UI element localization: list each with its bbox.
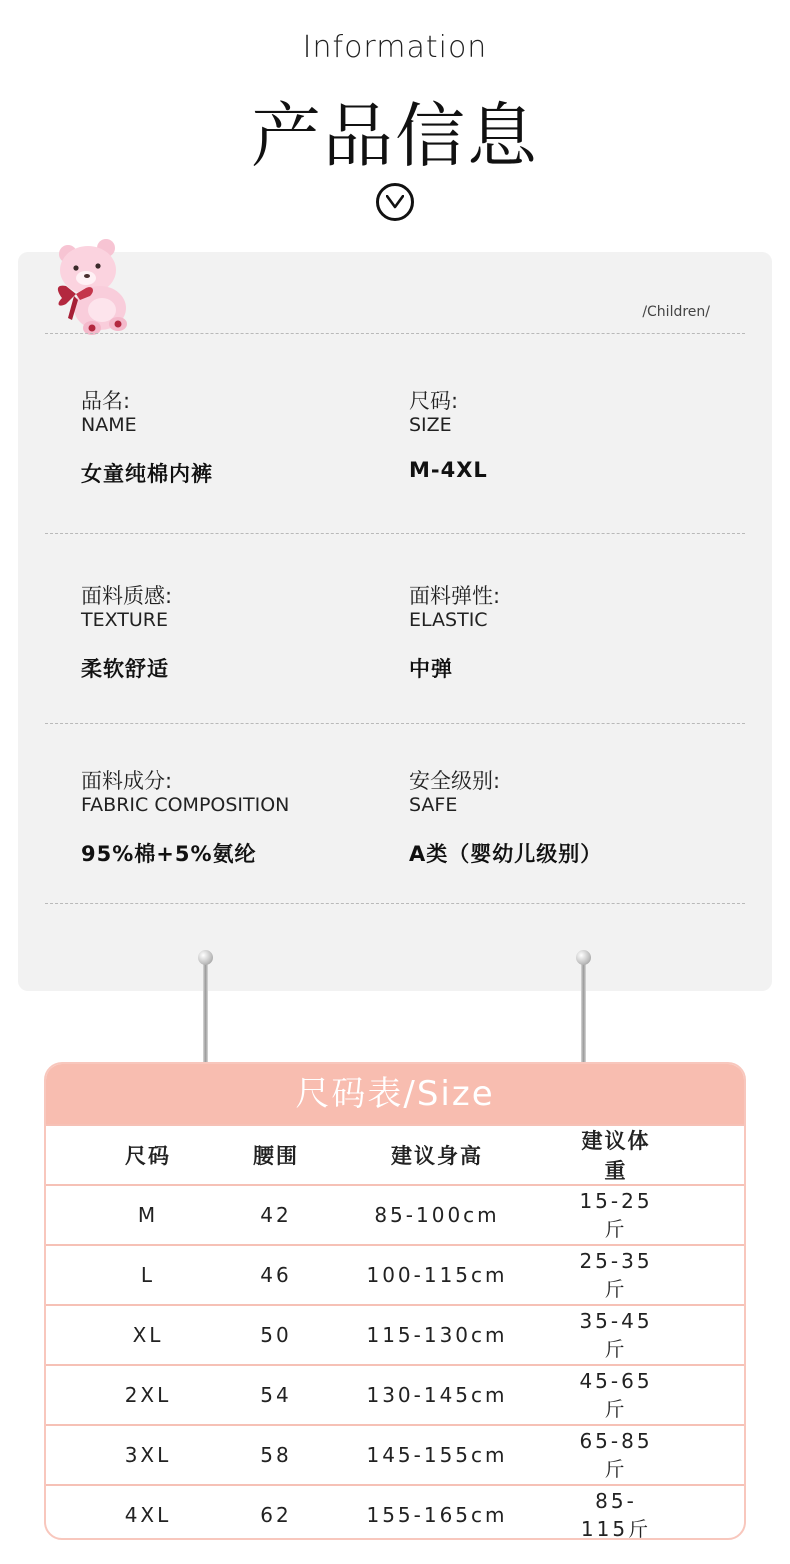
field-value: M-4XL: [409, 458, 488, 482]
product-info-card: [18, 252, 772, 991]
table-cell: 155-165cm: [366, 1503, 508, 1527]
table-row: [46, 1424, 744, 1484]
table-cell: 35-45斤: [579, 1308, 653, 1361]
field-label-cn: 面料质感:: [81, 584, 173, 608]
divider: [45, 903, 745, 904]
table-cell: 85-100cm: [374, 1203, 500, 1227]
size-chart: [44, 1062, 746, 1540]
field-label-cn: 面料成分:: [81, 769, 173, 793]
field-value: 95%棉+5%氨纶: [81, 842, 257, 866]
table-cell: 2XL: [124, 1383, 172, 1407]
table-row: [46, 1184, 744, 1244]
table-row: [46, 1244, 744, 1304]
table-cell: 3XL: [124, 1443, 172, 1467]
field-label-en: SAFE: [409, 794, 458, 816]
field-name: [81, 388, 213, 488]
table-cell: 100-115cm: [366, 1263, 508, 1287]
field-composition: [81, 768, 289, 868]
table-header-row: [46, 1124, 744, 1184]
field-value: 女童纯棉内裤: [81, 462, 213, 486]
field-value: A类（婴幼儿级别）: [409, 842, 603, 866]
table-cell: 15-25斤: [579, 1188, 653, 1241]
field-value: 中弹: [409, 657, 453, 681]
table-cell: 50: [260, 1323, 292, 1347]
field-label-cn: 面料弹性:: [409, 584, 501, 608]
field-label-en: ELASTIC: [409, 609, 488, 631]
field-texture: [81, 583, 172, 683]
column-header: 尺码: [125, 1144, 171, 1168]
table-cell: 45-65斤: [579, 1368, 653, 1421]
table-row: [46, 1484, 744, 1540]
field-label-cn: 尺码:: [409, 389, 459, 413]
section-title: 产品信息: [251, 95, 539, 177]
table-cell: 62: [260, 1503, 292, 1527]
table-cell: 58: [260, 1443, 292, 1467]
table-cell: 85-115斤: [580, 1488, 652, 1540]
field-safety: [409, 768, 602, 868]
table-cell: 42: [260, 1203, 292, 1227]
section-subtitle: Information: [302, 30, 488, 65]
chevron-down-icon: [376, 183, 414, 221]
field-label-en: FABRIC COMPOSITION: [81, 794, 290, 816]
column-header: 建议体重: [581, 1129, 651, 1183]
field-elastic: [409, 583, 500, 683]
field-label-cn: 品名:: [81, 389, 131, 413]
table-cell: 54: [260, 1383, 292, 1407]
table-cell: 46: [260, 1263, 292, 1287]
table-row: [46, 1364, 744, 1424]
table-cell: L: [140, 1263, 156, 1287]
bear-mascot-icon: [52, 238, 142, 338]
table-cell: 115-130cm: [366, 1323, 508, 1347]
size-chart-title: 尺码表/Size: [46, 1064, 744, 1124]
divider: [45, 533, 745, 534]
field-label-cn: 安全级别:: [409, 769, 501, 793]
field-label-en: TEXTURE: [81, 609, 169, 631]
pin-icon: [576, 950, 591, 965]
column-header: 腰围: [253, 1144, 299, 1168]
table-cell: 130-145cm: [366, 1383, 508, 1407]
table-cell: M: [137, 1203, 159, 1227]
column-header: 建议身高: [391, 1144, 483, 1168]
field-value: 柔软舒适: [81, 657, 169, 681]
pin-icon: [198, 950, 213, 965]
table-cell: 145-155cm: [366, 1443, 508, 1467]
field-label-en: SIZE: [409, 414, 452, 436]
category-tag: /Children/: [642, 304, 710, 320]
field-size: [409, 388, 488, 482]
table-row: [46, 1304, 744, 1364]
divider: [45, 723, 745, 724]
table-cell: 25-35斤: [579, 1248, 653, 1301]
field-label-en: NAME: [81, 414, 137, 436]
divider: [45, 333, 745, 334]
table-cell: XL: [132, 1323, 164, 1347]
table-cell: 65-85斤: [579, 1428, 653, 1481]
table-cell: 4XL: [124, 1503, 172, 1527]
